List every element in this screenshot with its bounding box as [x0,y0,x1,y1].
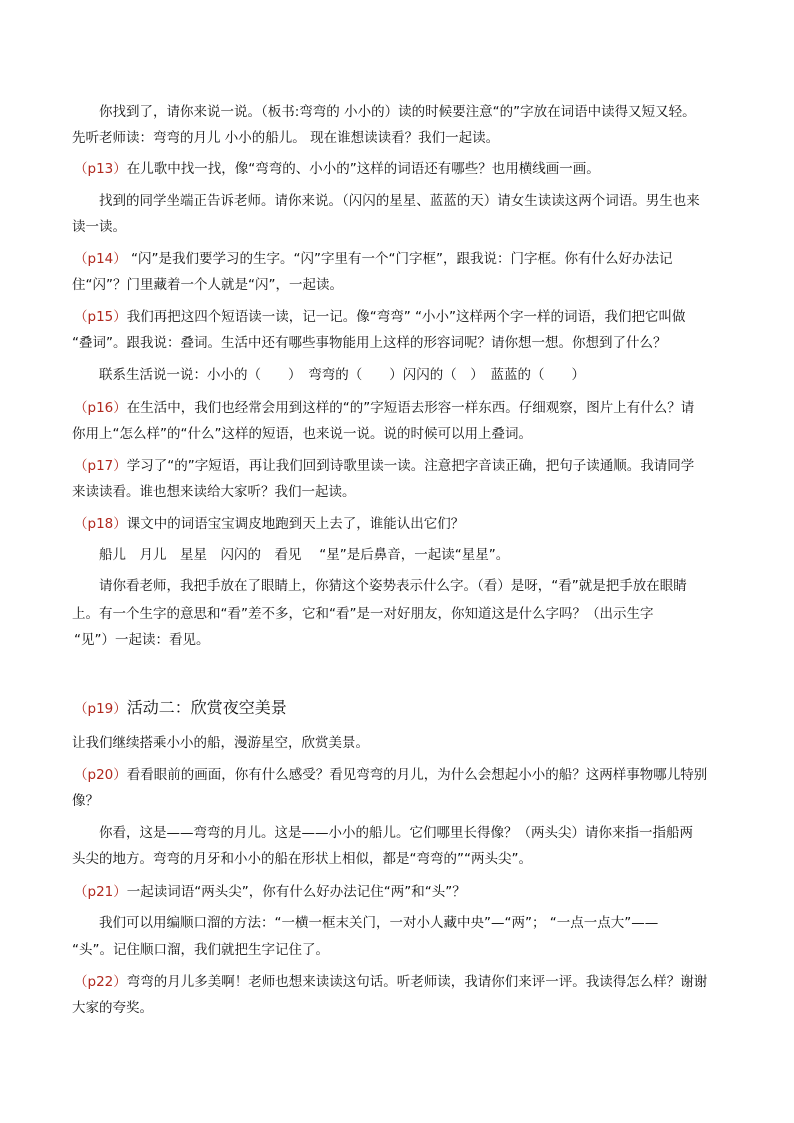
text-line: 你找到了，请你来说一说。（板书:弯弯的 小小的）读的时候要注意“的”字放在词语中读得又短又轻。 [99,104,696,120]
text-line: （p18）课文中的词语宝宝调皮地跑到天上去了，谁能认出它们？ [74,516,465,532]
page-ref: （p21） [74,884,127,900]
page-ref: （p22） [74,974,127,990]
text-line: 你看，这是——弯弯的月儿。这是——小小的船儿。它们哪里长得像？（两头尖）请你来指一指船两 [99,825,693,841]
text-line: 大家的夸奖。 [72,1000,153,1016]
text-line: （p13）在儿歌中找一找，像“弯弯的、小小的”这样的词语还有哪些？也用横线画一画。 [74,161,600,177]
text-line: （p21）一起读词语“两头尖”，你有什么好办法记住“两”和“头”？ [74,884,466,900]
page-ref: （p19） [74,701,127,717]
page-ref: （p16） [74,400,127,416]
text-line: 你用上“怎么样”的“什么”这样的短语，也来说一说。说的时候可以用上叠词。 [72,426,532,442]
text-line: “叠词”。跟我说：叠词。生活中还有哪些事物能用上这样的形容词呢？请你想一想。你想到了什么？ [72,335,667,351]
text-line: “见”）一起读：看见。 [74,632,210,648]
text-line: （p17）学习了“的”字短语，再让我们回到诗歌里读一读。注意把字音读正确，把句子读通顺。我请同学 [74,458,695,474]
page-ref: （p14） [74,251,127,267]
page-ref: （p17） [74,458,127,474]
section-heading: （p19）活动二：欣赏夜空美景 [74,698,287,717]
text-line: 联系生活说一说：小小的（ ） 弯弯的（ ）闪闪的（ ） 蓝蓝的（ ） [99,367,585,383]
text-line: 让我们继续搭乘小小的船，漫游星空，欣赏美景。 [72,735,369,751]
text-line: （p22）弯弯的月儿多美啊！老师也想来读读这句话。听老师读，我请你们来评一评。我读得怎么样？谢谢 [74,974,708,990]
text-line: 我们可以用编顺口溜的方法：“一横一框末关门，一对小人藏中央”—“两”； “一点一点大”—— [99,915,659,931]
text-line: 来读读看。谁也想来读给大家听？我们一起读。 [72,484,356,500]
text-line: （p20）看看眼前的画面，你有什么感受？看见弯弯的月儿，为什么会想起小小的船？这两样事物哪儿特别 [74,767,708,783]
text-line: （p15）我们再把这四个短语读一读，记一记。像“弯弯” “小小”这样两个字一样的词语，我们把它叫做 [74,309,686,325]
page-ref: （p15） [74,309,127,325]
text-line: 像？ [72,793,99,809]
text-line: 住“闪”？门里藏着一个人就是“闪”，一起读。 [72,277,343,293]
text-line: 船儿 月儿 星星 闪闪的 看见 “星”是后鼻音，一起读“星星”。 [99,547,510,563]
text-line: 上。有一个生字的意思和“看”差不多，它和“看”是一对好朋友，你知道这是什么字吗？（出示生字 [72,606,654,622]
page-ref: （p20） [74,767,127,783]
text-line: 读一读。 [72,219,126,235]
text-line: （p14） “闪”是我们要学习的生字。“闪”字里有一个“门字框”，跟我说：门字框。你有什么好办法记 [74,251,673,267]
text-line: 先听老师读：弯弯的月儿 小小的船儿。 现在谁想读读看？我们一起读。 [72,130,500,146]
text-line: “头”。记住顺口溜，我们就把生字记住了。 [72,942,329,958]
page-ref: （p18） [74,516,127,532]
page-ref: （p13） [74,161,127,177]
text-line: 头尖的地方。弯弯的月牙和小小的船在形状上相似，都是“弯弯的”“两头尖”。 [72,851,532,867]
text-line: 找到的同学坐端正告诉老师。请你来说。（闪闪的星星、蓝蓝的天）请女生读读这两个词语。男生也来 [99,193,700,209]
text-line: 请你看老师，我把手放在了眼睛上，你猜这个姿势表示什么字。（看）是呀，“看”就是把手放在眼睛 [99,578,687,594]
text-line: （p16）在生活中，我们也经常会用到这样的“的”字短语去形容一样东西。仔细观察，图片上有什么？请 [74,400,695,416]
